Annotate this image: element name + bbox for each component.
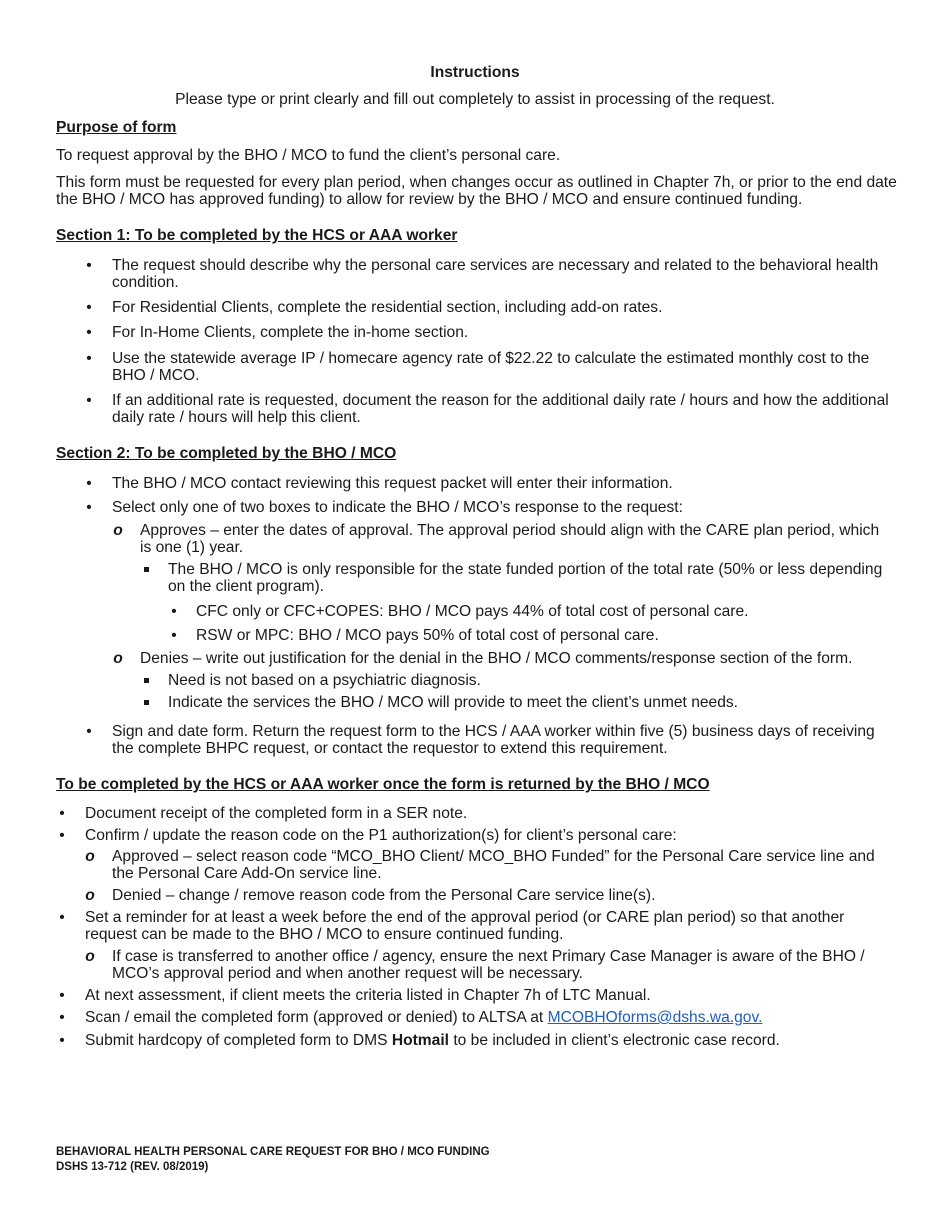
open-bullet-icon: o bbox=[85, 948, 95, 965]
section3-heading: To be completed by the HCS or AAA worker once the form is returned by the BHO / MCO bbox=[56, 776, 710, 793]
bullet-icon: • bbox=[59, 805, 65, 822]
email-link[interactable]: MCOBHOforms@dshs.wa.gov. bbox=[547, 1009, 763, 1026]
purpose-paragraph-2-line1: This form must be requested for every plan period, when changes occur as outlined in Chapter 7h, or prior to the end date bbox=[56, 174, 897, 191]
bullet-icon: • bbox=[171, 603, 177, 620]
open-bullet-icon: o bbox=[85, 887, 95, 904]
section1-heading: Section 1: To be completed by the HCS or AAA worker bbox=[56, 227, 458, 244]
purpose-paragraph-1: To request approval by the BHO / MCO to fund the client’s personal care. bbox=[56, 147, 561, 164]
purpose-paragraph-2-line2: the BHO / MCO has approved funding) to allow for review by the BHO / MCO and ensure continued funding. bbox=[56, 191, 803, 208]
bullet-icon: • bbox=[86, 350, 92, 367]
document-page: Instructions Please type or print clearly and fill out completely to assist in processing of the request. Purpose of form To request approval by the BHO / MCO to fund the client’s personal care. This form must be requested for every plan period, when changes occur as outlined in Chapter 7h, or prior to the end date the BHO / MCO has approved funding) to allow for review by the BHO / MCO and ensure continued funding. Section 1: To be completed by the HCS or AAA worker • The request should describe why the personal care services are necessary and related to the behavioral health condition. • For Residential Clients, complete the residential section, including add-on rates. • For In-Home Clients, complete the in-home section. • Use the statewide average IP / homecare agency rate of $22.22 to calculate the estimated monthly cost to the BHO / MCO. • If an additional rate is requested, document the reason for the additional daily rate / hours and how the additional daily rate / hours will help this client. Section 2: To be completed by the BHO / MCO • The BHO / MCO contact reviewing this request packet will enter their information. • Select only one of two boxes to indicate the BHO / MCO’s response to the request: o Approves – enter the dates of approval. The approval period should align with the CARE plan period, which is one (1) year. The BHO / MCO is only responsible for the state funded portion of the total rate (50% or less depending on the client program). • CFC only or CFC+COPES: BHO / MCO pays 44% of total cost of personal care. • RSW or MPC: BHO / MCO pays 50% of total cost of personal care. o Denies – write out justification for the denial in the BHO / MCO comments/response section of the form. Need is not based on a psychiatric diagnosis. Indicate the services the BHO / MCO will provide to meet the client’s unmet needs. • Sign and date form. Return the request form to the HCS / AAA worker within five (5) business days of receiving the complete BHPC request, or contact the requestor to extend this requirement. To be completed by the HCS or AAA worker once the form is returned by the BHO / MCO • Document receipt of the completed form in a SER note. • Confirm / update the reason code on the P1 authorization(s) for client’s personal care: o Approved – select reason code “MCO_BHO Client/ MCO_BHO Funded” for the Personal Care service line and the Personal Care Add-On service line. o Denied – change / remove reason code from the Personal Care service line(s). • Set a reminder for at least a week before the end of the approval period (or CARE plan period) so that another request can be made to the BHO / MCO to ensure continued funding. o If case is transferred to another office / agency, ensure the next Primary Case Manager is aware of the BHO / MCO’s approval period and when another request will be necessary. • At next assessment, if client meets the criteria listed in Chapter 7h of LTC Manual. • Scan / email the completed form (approved or denied) to ALTSA at MCOBHOforms@dshs.wa.gov. • Submit hardcopy of completed form to DMS Hotmail to be included in client’s electronic case record. BEHAVIORAL HEALTH PERSONAL CARE REQUEST FOR BHO / MCO FUNDING DSHS 13-712 (REV. 08/2019) bbox=[0, 0, 950, 1230]
bullet-icon: • bbox=[86, 475, 92, 492]
bullet-icon: • bbox=[59, 909, 65, 926]
bullet-icon: • bbox=[86, 299, 92, 316]
bullet-icon: • bbox=[59, 1032, 65, 1049]
open-bullet-icon: o bbox=[85, 848, 95, 865]
section2-heading: Section 2: To be completed by the BHO / MCO bbox=[56, 445, 397, 462]
bullet-icon: • bbox=[86, 723, 92, 740]
square-bullet-icon bbox=[139, 694, 153, 711]
square-bullet-icon bbox=[139, 672, 153, 689]
bullet-icon: • bbox=[86, 499, 92, 516]
bullet-icon: • bbox=[171, 627, 177, 644]
purpose-heading: Purpose of form bbox=[56, 119, 177, 136]
square-bullet-icon bbox=[139, 561, 153, 578]
bullet-icon: • bbox=[86, 324, 92, 341]
bullet-icon: • bbox=[59, 987, 65, 1004]
open-bullet-icon: o bbox=[113, 522, 123, 539]
footer-form-number: DSHS 13-712 (REV. 08/2019) bbox=[56, 1161, 209, 1173]
page-subtitle: Please type or print clearly and fill out completely to assist in processing of the request. bbox=[175, 91, 775, 108]
page-title: Instructions bbox=[430, 64, 520, 81]
open-bullet-icon: o bbox=[113, 650, 123, 667]
bullet-icon: • bbox=[59, 827, 65, 844]
bullet-icon: • bbox=[86, 392, 92, 409]
footer-form-title: BEHAVIORAL HEALTH PERSONAL CARE REQUEST FOR BHO / MCO FUNDING bbox=[56, 1146, 490, 1158]
bullet-icon: • bbox=[86, 257, 92, 274]
bullet-icon: • bbox=[59, 1009, 65, 1026]
